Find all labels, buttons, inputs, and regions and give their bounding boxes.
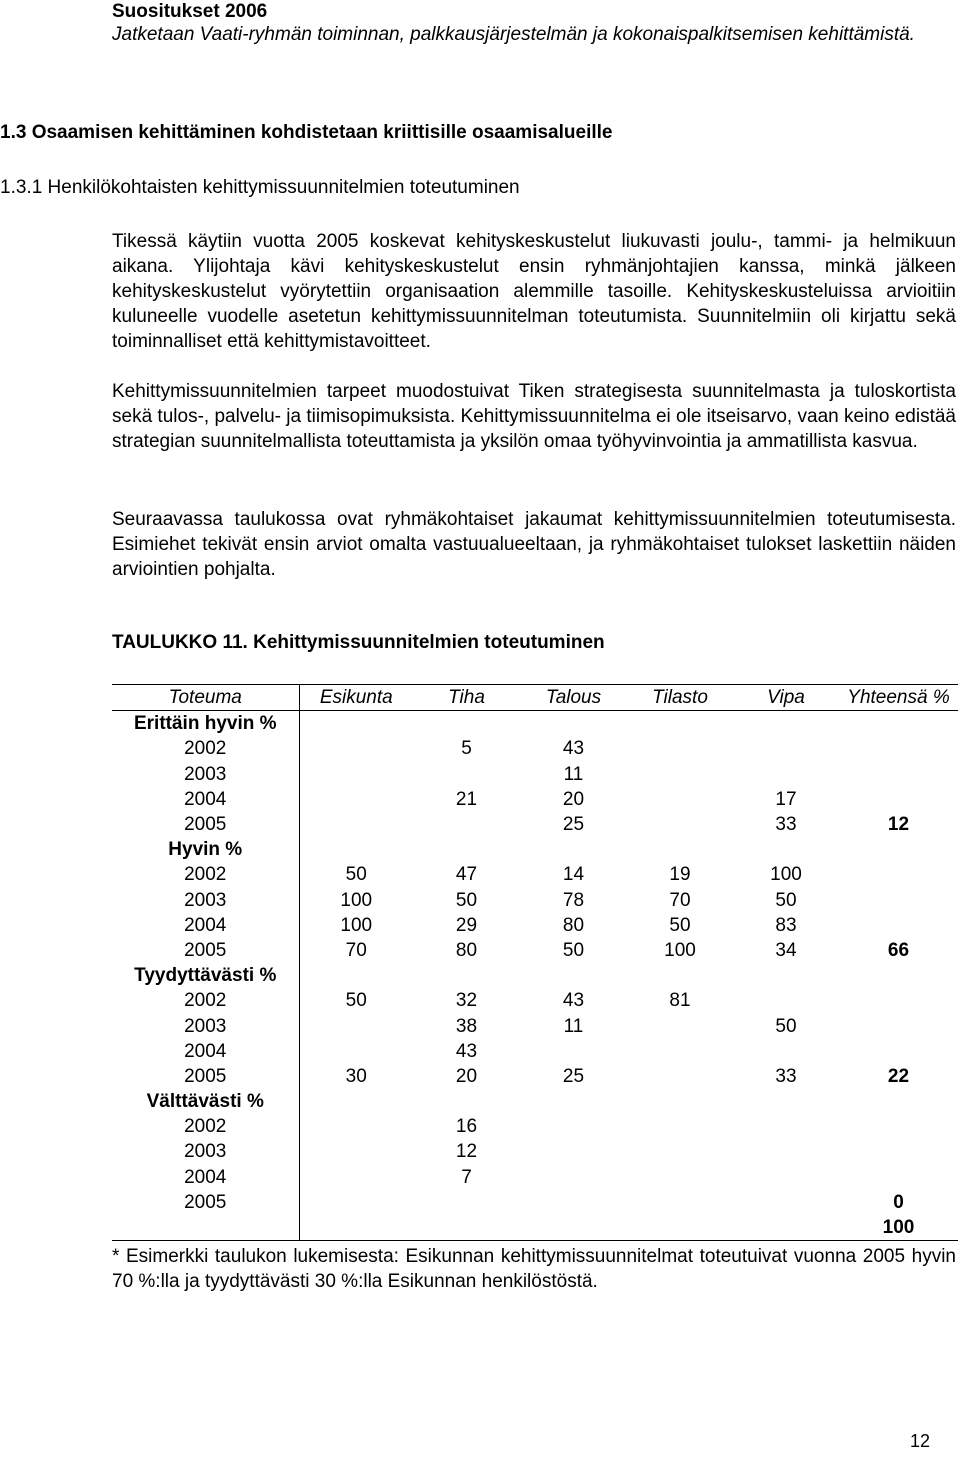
- grand-total-cell: 100: [839, 1215, 958, 1241]
- empty-cell: [299, 963, 413, 988]
- subsection-heading-1-3-1: 1.3.1 Henkilökohtaisten kehittymissuunnitelmien toteutuminen: [0, 177, 520, 198]
- value-cell: 25: [562, 1065, 585, 1087]
- value-cell: 100: [770, 864, 802, 886]
- total-cell: [839, 1114, 958, 1139]
- value-cell: 50: [345, 990, 367, 1012]
- year-cell: 2004: [112, 787, 299, 812]
- section-heading-1-3: 1.3 Osaamisen kehittäminen kohdistetaan kriittisille osaamisalueille: [0, 122, 613, 143]
- total-cell: [839, 862, 958, 887]
- value-cell: [299, 1039, 413, 1064]
- value-cell: 19: [669, 864, 691, 886]
- year-cell: 2004: [112, 1039, 299, 1064]
- value-cell: [733, 1114, 839, 1139]
- table-group-row: [112, 837, 958, 862]
- table-row: [112, 812, 958, 837]
- empty-cell: [733, 837, 839, 862]
- paragraph-plan-needs: Kehittymissuunnitelmien tarpeet muodostuivat Tiken strategisesta suunnitelmasta ja tuloskortista sekä tulos-, palvelu- ja tiimisopimuksista. Kehittymissuunnitelma ei ole itseisarvo, vaan keino edistää strategian suunnitelmallista toteuttamista ja yksilön omaa työhyvinvointia ja ammatillista kasvua.: [112, 381, 956, 452]
- value-cell: [299, 787, 413, 812]
- value-cell: [299, 1114, 413, 1139]
- table-row: [112, 787, 958, 812]
- year-cell: 2003: [112, 1013, 299, 1038]
- value-cell: 30: [345, 1065, 367, 1087]
- table-row: [112, 1165, 958, 1190]
- group-label: Hyvin %: [112, 837, 299, 862]
- total-cell: [839, 787, 958, 812]
- value-cell: 17: [775, 788, 797, 810]
- value-cell: [520, 1165, 627, 1190]
- group-label: Erittäin hyvin %: [112, 711, 299, 737]
- year-cell: 2005: [112, 1190, 299, 1215]
- value-cell: [299, 736, 413, 761]
- table-header-row: [112, 685, 958, 711]
- value-cell: 50: [562, 939, 585, 961]
- value-cell: 100: [664, 939, 696, 961]
- value-cell: 29: [455, 914, 478, 936]
- value-cell: 43: [562, 990, 585, 1012]
- paragraph-development-discussions: Tikessä käytiin vuotta 2005 koskevat kehityskeskustelut liukuvasti joulu-, tammi- ja helmikuun aikana. Ylijohtaja kävi kehityskeskustelut ensin ryhmänjohtajien kanssa, minkä jälkeen kehityskeskustelut vyörytettiin organisaation alemmille tasoille. Kehityskeskusteluissa arvioitiin kuluneelle vuodelle asetetun kehittymissuunnitelman toteutumista. Suunnitelmiin oli kirjattu sekä toiminnalliset että kehittymistavoitteet.: [112, 231, 956, 352]
- value-cell: [520, 1039, 627, 1064]
- total-cell: [839, 762, 958, 787]
- total-cell: [839, 913, 958, 938]
- year-cell: 2004: [112, 913, 299, 938]
- value-cell: 43: [455, 1040, 478, 1062]
- value-cell: 5: [461, 738, 472, 760]
- value-cell: [733, 762, 839, 787]
- table-footnote: * Esimerkki taulukon lukemisesta: Esikunnan kehittymissuunnitelmat toteutuivat vuonna 2005 hyvin 70 %:lla ja tyydyttävästi 30 %:lla Esikunnan henkilöstöstä.: [112, 1246, 956, 1292]
- year-cell: 2002: [112, 1114, 299, 1139]
- group-label: Tyydyttävästi %: [112, 963, 299, 988]
- value-cell: [299, 1165, 413, 1190]
- empty-cell: [413, 711, 520, 737]
- value-cell: 33: [775, 814, 797, 836]
- value-cell: 50: [775, 889, 797, 911]
- recommendations-text: Jatketaan Vaati-ryhmän toiminnan, palkkausjärjestelmän ja kokonaispalkitsemisen kehittämistä.: [112, 24, 915, 45]
- header-cell: Yhteensä %: [839, 685, 958, 711]
- value-cell: 81: [669, 990, 691, 1012]
- value-cell: 100: [340, 889, 373, 911]
- value-cell: 11: [563, 1015, 584, 1037]
- year-cell: 2005: [112, 812, 299, 837]
- value-cell: 43: [562, 738, 585, 760]
- value-cell: [299, 1013, 413, 1038]
- total-cell: [839, 988, 958, 1013]
- total-cell: [839, 888, 958, 913]
- table-row: [112, 736, 958, 761]
- value-cell: 70: [669, 889, 691, 911]
- empty-cell: [520, 963, 627, 988]
- value-cell: [627, 1039, 733, 1064]
- header-cell: Esikunta: [299, 685, 413, 711]
- empty-cell: [839, 837, 958, 862]
- table-row: [112, 1139, 958, 1164]
- empty-cell: [413, 963, 520, 988]
- value-cell: [520, 1114, 627, 1139]
- table-row: [112, 988, 958, 1013]
- year-cell: 2005: [112, 1064, 299, 1089]
- empty-cell: [112, 1215, 299, 1241]
- value-cell: [627, 736, 733, 761]
- empty-cell: [520, 711, 627, 737]
- value-cell: 32: [455, 990, 478, 1012]
- value-cell: [299, 1139, 413, 1164]
- value-cell: 38: [455, 1015, 478, 1037]
- value-cell: [733, 1165, 839, 1190]
- table-group-row: [112, 963, 958, 988]
- value-cell: [733, 736, 839, 761]
- table-row: [112, 1190, 958, 1215]
- empty-cell: [413, 1089, 520, 1114]
- value-cell: [413, 1190, 520, 1215]
- year-cell: 2003: [112, 1139, 299, 1164]
- total-cell: [839, 1165, 958, 1190]
- empty-cell: [839, 711, 958, 737]
- value-cell: 78: [562, 889, 585, 911]
- table-row: [112, 762, 958, 787]
- empty-cell: [299, 711, 413, 737]
- value-cell: [520, 1139, 627, 1164]
- table-row: [112, 862, 958, 887]
- empty-cell: [299, 837, 413, 862]
- year-cell: 2002: [112, 988, 299, 1013]
- empty-cell: [520, 837, 627, 862]
- value-cell: 100: [340, 914, 373, 936]
- table-row: [112, 1013, 958, 1038]
- value-cell: 14: [562, 864, 585, 886]
- value-cell: [627, 762, 733, 787]
- table-row: [112, 1039, 958, 1064]
- year-cell: 2002: [112, 736, 299, 761]
- empty-cell: [413, 1215, 520, 1241]
- value-cell: [627, 1064, 733, 1089]
- value-cell: 50: [455, 889, 478, 911]
- group-label: Välttävästi %: [112, 1089, 299, 1114]
- value-cell: 34: [775, 939, 797, 961]
- value-cell: 50: [775, 1015, 797, 1037]
- total-cell: 22: [887, 1065, 910, 1087]
- year-cell: 2002: [112, 862, 299, 887]
- header-cell: Tiha: [413, 685, 520, 711]
- value-cell: 16: [455, 1116, 478, 1138]
- value-cell: 47: [455, 864, 478, 886]
- table-group-row: [112, 711, 958, 737]
- value-cell: [299, 812, 413, 837]
- empty-cell: [299, 1215, 413, 1241]
- value-cell: [733, 988, 839, 1013]
- year-cell: 2004: [112, 1165, 299, 1190]
- value-cell: 20: [455, 1065, 478, 1087]
- empty-cell: [733, 1089, 839, 1114]
- empty-cell: [733, 963, 839, 988]
- page-number: 12: [909, 1431, 930, 1451]
- empty-cell: [299, 1089, 413, 1114]
- value-cell: [299, 1190, 413, 1215]
- table-total-row: [112, 1215, 958, 1241]
- year-cell: 2003: [112, 762, 299, 787]
- table-row: [112, 913, 958, 938]
- total-cell: 12: [887, 814, 910, 836]
- value-cell: 80: [562, 914, 585, 936]
- value-cell: [413, 812, 520, 837]
- value-cell: 83: [775, 914, 797, 936]
- year-cell: 2003: [112, 888, 299, 913]
- paragraph-table-intro: Seuraavassa taulukossa ovat ryhmäkohtaiset jakaumat kehittymissuunnitelmien toteutumisesta. Esimiehet tekivät ensin arviot omalta vastuualueeltaan, ja ryhmäkohtaiset tulokset laskettiin näiden arviointien pohjalta.: [112, 509, 956, 580]
- empty-cell: [413, 837, 520, 862]
- empty-cell: [733, 1215, 839, 1241]
- year-cell: 2005: [112, 938, 299, 963]
- value-cell: [627, 1139, 733, 1164]
- value-cell: 33: [775, 1065, 797, 1087]
- value-cell: 25: [562, 814, 585, 836]
- value-cell: 11: [563, 763, 584, 785]
- value-cell: 50: [345, 864, 367, 886]
- empty-cell: [627, 1089, 733, 1114]
- total-cell: 66: [887, 939, 910, 961]
- value-cell: [299, 762, 413, 787]
- value-cell: [733, 1139, 839, 1164]
- value-cell: 7: [461, 1166, 472, 1188]
- value-cell: [627, 1165, 733, 1190]
- empty-cell: [839, 1089, 958, 1114]
- value-cell: 12: [455, 1141, 478, 1163]
- total-cell: [839, 1039, 958, 1064]
- value-cell: 50: [669, 914, 691, 936]
- table-row: [112, 1064, 958, 1089]
- empty-cell: [733, 711, 839, 737]
- header-cell: Toteuma: [112, 685, 299, 711]
- value-cell: [627, 787, 733, 812]
- empty-cell: [627, 963, 733, 988]
- recommendations-heading: Suositukset 2006: [112, 1, 268, 22]
- value-cell: [733, 1039, 839, 1064]
- value-cell: [627, 1114, 733, 1139]
- table-row: [112, 888, 958, 913]
- value-cell: [413, 762, 520, 787]
- header-cell: Talous: [520, 685, 627, 711]
- table-row: [112, 938, 958, 963]
- table-title: TAULUKKO 11. Kehittymissuunnitelmien toteutuminen: [112, 632, 605, 653]
- value-cell: [520, 1190, 627, 1215]
- empty-cell: [839, 963, 958, 988]
- value-cell: 80: [455, 939, 478, 961]
- total-cell: [839, 736, 958, 761]
- value-cell: 20: [562, 788, 585, 810]
- total-cell: 0: [893, 1191, 904, 1213]
- empty-cell: [520, 1215, 627, 1241]
- header-cell: Tilasto: [627, 685, 733, 711]
- table-group-row: [112, 1089, 958, 1114]
- empty-cell: [627, 1215, 733, 1241]
- value-cell: [627, 1190, 733, 1215]
- value-cell: 21: [455, 788, 478, 810]
- value-cell: 70: [345, 939, 367, 961]
- empty-cell: [627, 837, 733, 862]
- empty-cell: [520, 1089, 627, 1114]
- development-plan-table: [112, 684, 958, 1241]
- value-cell: [627, 1013, 733, 1038]
- total-cell: [839, 1013, 958, 1038]
- value-cell: [627, 812, 733, 837]
- total-cell: [839, 1139, 958, 1164]
- header-cell: Vipa: [733, 685, 839, 711]
- value-cell: [733, 1190, 839, 1215]
- table-row: [112, 1114, 958, 1139]
- empty-cell: [627, 711, 733, 737]
